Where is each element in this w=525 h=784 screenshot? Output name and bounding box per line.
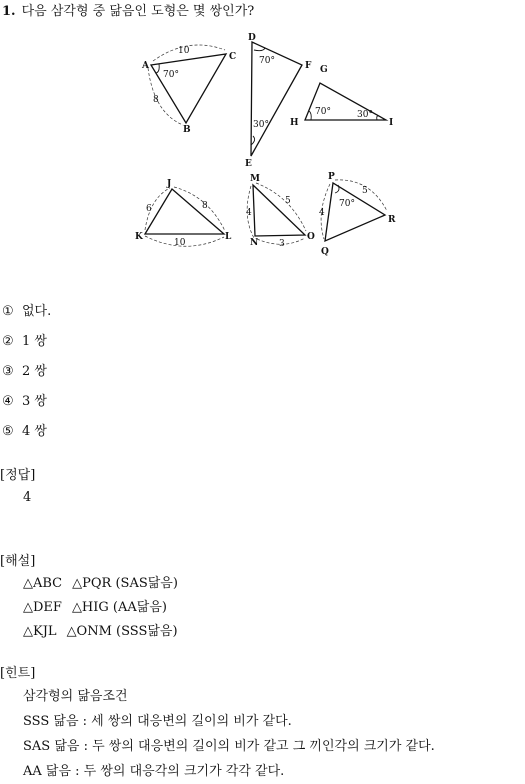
hint-line: 삼각형의 닮음조건 — [23, 689, 128, 704]
answer-choices — [2, 303, 51, 453]
vertex-G: G — [320, 65, 328, 75]
choice-3-mark: ③ — [2, 364, 14, 379]
label-hig-angle-h: 70° — [315, 107, 331, 117]
choice-5-mark: ⑤ — [2, 424, 14, 439]
triangle-pqr — [325, 183, 385, 241]
choice-2-mark: ② — [2, 334, 14, 349]
explanation-triangle-a: △DEF — [23, 600, 62, 615]
vertex-N: N — [250, 238, 259, 248]
triangle-abc — [151, 54, 226, 123]
label-pqr-pr: 5 — [362, 186, 368, 196]
explanation-triangle-a: △KJL — [23, 624, 57, 639]
choice-1-mark: ① — [2, 304, 14, 319]
answer-heading: [정답] — [0, 468, 36, 483]
label-kjl-jl: 8 — [202, 201, 208, 211]
triangles-diagram — [130, 28, 420, 268]
label-hig-angle-i: 30° — [357, 110, 373, 120]
vertex-D: D — [248, 33, 256, 43]
label-abc-ac: 10 — [178, 46, 190, 56]
vertex-A: A — [142, 61, 149, 71]
explanation-triangle-b: △PQR (SAS닮음) — [72, 576, 178, 591]
label-mno-no: 3 — [279, 239, 285, 249]
label-pqr-angle-p: 70° — [339, 199, 355, 209]
choice-3[interactable] — [2, 363, 51, 393]
hint-heading: [힌트] — [0, 666, 36, 681]
choice-3-text: 2 쌍 — [22, 364, 47, 379]
label-kjl-kl: 10 — [174, 238, 186, 248]
label-abc-angle-a: 70° — [163, 70, 179, 80]
explanation-line — [23, 572, 188, 596]
explanation-section — [0, 552, 188, 644]
label-mno-mo: 5 — [285, 196, 291, 206]
label-def-angle-d: 70° — [259, 56, 275, 66]
choice-2[interactable] — [2, 333, 51, 363]
explanation-heading: [해설] — [0, 554, 36, 569]
label-abc-ab: 8 — [153, 95, 159, 105]
choice-1-text: 없다. — [22, 304, 52, 319]
answer-section — [0, 466, 35, 510]
hint-section — [0, 664, 435, 784]
choice-4-mark: ④ — [2, 394, 14, 409]
vertex-R: R — [388, 215, 396, 225]
vertex-J: J — [167, 179, 172, 189]
choice-5[interactable] — [2, 423, 51, 453]
explanation-line — [23, 596, 188, 620]
label-def-angle-e: 30° — [253, 120, 269, 130]
vertex-F: F — [305, 61, 312, 71]
triangle-mno — [253, 185, 305, 236]
vertex-I: I — [389, 118, 394, 128]
hint-line: SSS 닮음 : 세 쌍의 대응변의 길이의 비가 같다. — [23, 714, 292, 729]
vertex-P: P — [328, 172, 335, 182]
vertex-O: O — [307, 232, 315, 242]
answer-value: 4 — [23, 490, 32, 505]
choice-2-text: 1 쌍 — [22, 334, 47, 349]
question-number: 1. — [2, 4, 16, 19]
question — [2, 0, 254, 19]
choice-4[interactable] — [2, 393, 51, 423]
label-mno-mn: 4 — [246, 208, 252, 218]
vertex-M: M — [250, 174, 260, 184]
vertex-Q: Q — [321, 247, 329, 257]
vertex-C: C — [229, 52, 237, 62]
choice-4-text: 3 쌍 — [22, 394, 47, 409]
choice-5-text: 4 쌍 — [22, 424, 47, 439]
vertex-B: B — [183, 125, 191, 135]
explanation-triangle-b: △HIG (AA닮음) — [71, 600, 167, 615]
explanation-triangle-b: △ONM (SSS닮음) — [66, 624, 178, 639]
vertex-E: E — [245, 159, 252, 169]
explanation-triangle-a: △ABC — [23, 576, 63, 591]
vertex-K: K — [135, 232, 143, 242]
hint-line: SAS 닮음 : 두 쌍의 대응변의 길이의 비가 같고 그 끼인각의 크기가 같다. — [23, 739, 435, 754]
explanation-line — [23, 620, 188, 644]
triangles-figure — [130, 28, 420, 268]
label-pqr-pq: 4 — [319, 208, 325, 218]
hint-line: AA 닮음 : 두 쌍의 대응각의 크기가 각각 같다. — [23, 764, 285, 779]
label-kjl-kj: 6 — [146, 204, 152, 214]
choice-1[interactable] — [2, 303, 51, 333]
question-text: 다음 삼각형 중 닮음인 도형은 몇 쌍인가? — [21, 4, 255, 19]
vertex-L: L — [225, 232, 232, 242]
vertex-H: H — [290, 118, 299, 128]
